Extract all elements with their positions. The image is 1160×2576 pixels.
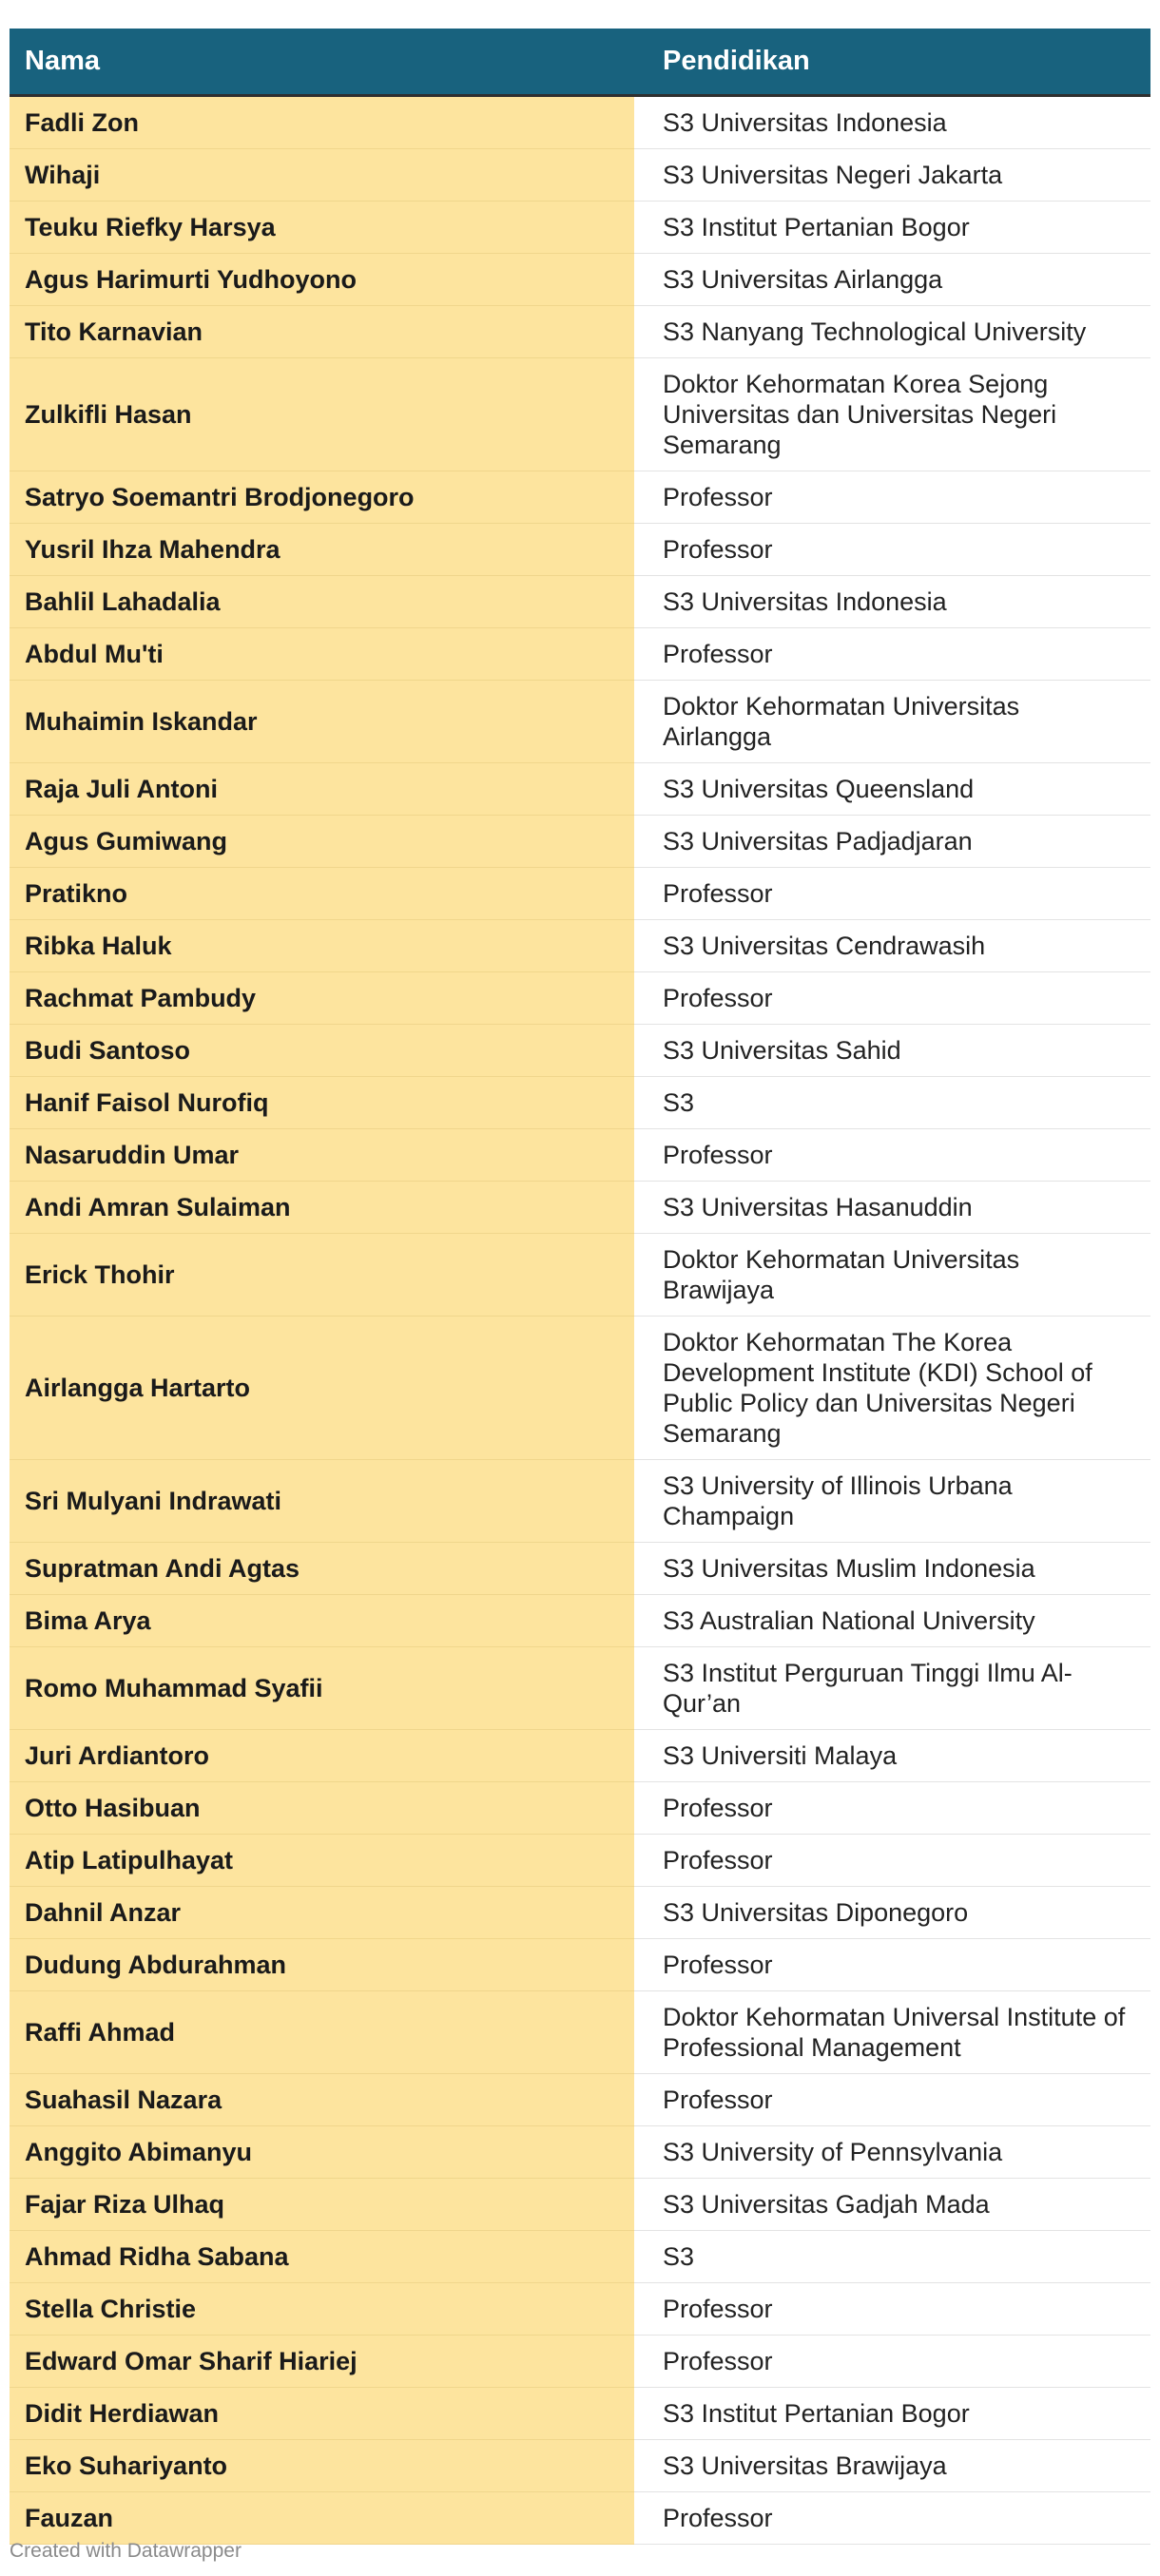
table-row — [10, 1835, 1150, 1887]
education-cell: S3 Universitas Airlangga — [634, 254, 1150, 306]
table-header — [10, 29, 1150, 96]
name-cell: Raffi Ahmad — [10, 1991, 634, 2074]
name-cell: Raja Juli Antoni — [10, 763, 634, 816]
header-row — [10, 29, 1150, 96]
education-cell: Professor — [634, 524, 1150, 576]
credit-text: Created with Datawrapper — [10, 2540, 242, 2562]
name-cell: Bahlil Lahadalia — [10, 576, 634, 628]
name-cell: Bima Arya — [10, 1595, 634, 1647]
name-cell: Erick Thohir — [10, 1234, 634, 1317]
education-cell: Doktor Kehormatan Universitas Airlangga — [634, 681, 1150, 763]
table-row — [10, 1782, 1150, 1835]
education-cell: Professor — [634, 972, 1150, 1025]
education-cell: S3 Universitas Muslim Indonesia — [634, 1543, 1150, 1595]
education-cell: S3 Universitas Diponegoro — [634, 1887, 1150, 1939]
education-cell: S3 Universitas Padjadjaran — [634, 816, 1150, 868]
education-cell: Professor — [634, 628, 1150, 681]
table-row — [10, 2126, 1150, 2179]
table-row — [10, 1317, 1150, 1460]
name-cell: Teuku Riefky Harsya — [10, 202, 634, 254]
table-row — [10, 202, 1150, 254]
table-row — [10, 763, 1150, 816]
table-row — [10, 1129, 1150, 1182]
education-cell: S3 Universitas Indonesia — [634, 96, 1150, 149]
education-cell: S3 Universiti Malaya — [634, 1730, 1150, 1782]
education-cell: S3 Universitas Queensland — [634, 763, 1150, 816]
name-cell: Edward Omar Sharif Hiariej — [10, 2336, 634, 2388]
table-row — [10, 2440, 1150, 2492]
table-row — [10, 2074, 1150, 2126]
name-cell: Ribka Haluk — [10, 920, 634, 972]
name-cell: Eko Suhariyanto — [10, 2440, 634, 2492]
table-row — [10, 628, 1150, 681]
education-cell: S3 — [634, 2231, 1150, 2283]
name-cell: Yusril Ihza Mahendra — [10, 524, 634, 576]
table-row — [10, 868, 1150, 920]
education-cell: Professor — [634, 1835, 1150, 1887]
education-cell: Professor — [634, 1782, 1150, 1835]
name-cell: Ahmad Ridha Sabana — [10, 2231, 634, 2283]
education-cell: Doktor Kehormatan The Korea Development Institute (KDI) School of Public Policy dan Universitas Negeri Semarang — [634, 1317, 1150, 1460]
education-cell: S3 Institut Pertanian Bogor — [634, 202, 1150, 254]
education-cell: Professor — [634, 868, 1150, 920]
name-cell: Tito Karnavian — [10, 306, 634, 358]
table — [10, 29, 1150, 2545]
table-row — [10, 2231, 1150, 2283]
table-row — [10, 920, 1150, 972]
column-header-nama[interactable]: Nama — [10, 29, 634, 96]
education-cell: S3 Universitas Cendrawasih — [634, 920, 1150, 972]
name-cell: Otto Hasibuan — [10, 1782, 634, 1835]
table-row — [10, 1543, 1150, 1595]
table-row — [10, 576, 1150, 628]
name-cell: Atip Latipulhayat — [10, 1835, 634, 1887]
education-cell: S3 Universitas Negeri Jakarta — [634, 149, 1150, 202]
education-cell: Doktor Kehormatan Universitas Brawijaya — [634, 1234, 1150, 1317]
name-cell: Stella Christie — [10, 2283, 634, 2336]
name-cell: Juri Ardiantoro — [10, 1730, 634, 1782]
table-row — [10, 358, 1150, 471]
name-cell: Romo Muhammad Syafii — [10, 1647, 634, 1730]
name-cell: Dahnil Anzar — [10, 1887, 634, 1939]
education-cell: Professor — [634, 2492, 1150, 2545]
table-row — [10, 524, 1150, 576]
education-cell: S3 Universitas Indonesia — [634, 576, 1150, 628]
education-table — [10, 29, 1150, 2545]
education-cell: Professor — [634, 471, 1150, 524]
education-cell: S3 Nanyang Technological University — [634, 306, 1150, 358]
education-cell: S3 Australian National University — [634, 1595, 1150, 1647]
table-row — [10, 1234, 1150, 1317]
education-cell: S3 University of Pennsylvania — [634, 2126, 1150, 2179]
education-cell: S3 Universitas Brawijaya — [634, 2440, 1150, 2492]
table-row — [10, 254, 1150, 306]
name-cell: Muhaimin Iskandar — [10, 681, 634, 763]
name-cell: Agus Gumiwang — [10, 816, 634, 868]
education-cell: S3 — [634, 1077, 1150, 1129]
table-row — [10, 2179, 1150, 2231]
name-cell: Suahasil Nazara — [10, 2074, 634, 2126]
table-body — [10, 96, 1150, 2545]
table-row — [10, 1460, 1150, 1543]
table-row — [10, 2388, 1150, 2440]
name-cell: Wihaji — [10, 149, 634, 202]
name-cell: Abdul Mu'ti — [10, 628, 634, 681]
name-cell: Rachmat Pambudy — [10, 972, 634, 1025]
education-cell: S3 Universitas Gadjah Mada — [634, 2179, 1150, 2231]
name-cell: Agus Harimurti Yudhoyono — [10, 254, 634, 306]
education-cell: Professor — [634, 1129, 1150, 1182]
name-cell: Fadli Zon — [10, 96, 634, 149]
table-row — [10, 2336, 1150, 2388]
education-cell: S3 Institut Perguruan Tinggi Ilmu Al-Qur’an — [634, 1647, 1150, 1730]
name-cell: Hanif Faisol Nurofiq — [10, 1077, 634, 1129]
table-row — [10, 96, 1150, 149]
name-cell: Budi Santoso — [10, 1025, 634, 1077]
table-row — [10, 1595, 1150, 1647]
education-cell: Professor — [634, 1939, 1150, 1991]
education-cell: S3 Institut Pertanian Bogor — [634, 2388, 1150, 2440]
name-cell: Anggito Abimanyu — [10, 2126, 634, 2179]
name-cell: Fajar Riza Ulhaq — [10, 2179, 634, 2231]
education-cell: Professor — [634, 2336, 1150, 2388]
table-row — [10, 149, 1150, 202]
education-cell: S3 Universitas Hasanuddin — [634, 1182, 1150, 1234]
name-cell: Dudung Abdurahman — [10, 1939, 634, 1991]
name-cell: Andi Amran Sulaiman — [10, 1182, 634, 1234]
table-row — [10, 1939, 1150, 1991]
table-row — [10, 471, 1150, 524]
table-row — [10, 2492, 1150, 2545]
education-cell: S3 Universitas Sahid — [634, 1025, 1150, 1077]
name-cell: Fauzan — [10, 2492, 634, 2545]
name-cell: Zulkifli Hasan — [10, 358, 634, 471]
table-row — [10, 2283, 1150, 2336]
education-cell: S3 University of Illinois Urbana Champaign — [634, 1460, 1150, 1543]
name-cell: Nasaruddin Umar — [10, 1129, 634, 1182]
table-row — [10, 1077, 1150, 1129]
name-cell: Supratman Andi Agtas — [10, 1543, 634, 1595]
name-cell: Satryo Soemantri Brodjonegoro — [10, 471, 634, 524]
column-header-pendidikan[interactable]: Pendidikan — [634, 29, 1150, 96]
education-cell: Professor — [634, 2074, 1150, 2126]
table-row — [10, 816, 1150, 868]
education-cell: Doktor Kehormatan Universal Institute of Professional Management — [634, 1991, 1150, 2074]
name-cell: Airlangga Hartarto — [10, 1317, 634, 1460]
table-row — [10, 681, 1150, 763]
table-row — [10, 1647, 1150, 1730]
education-cell: Professor — [634, 2283, 1150, 2336]
education-cell: Doktor Kehormatan Korea Sejong Universitas dan Universitas Negeri Semarang — [634, 358, 1150, 471]
name-cell: Pratikno — [10, 868, 634, 920]
table-row — [10, 1887, 1150, 1939]
name-cell: Didit Herdiawan — [10, 2388, 634, 2440]
table-row — [10, 1182, 1150, 1234]
table-row — [10, 1991, 1150, 2074]
table-row — [10, 1730, 1150, 1782]
name-cell: Sri Mulyani Indrawati — [10, 1460, 634, 1543]
table-row — [10, 306, 1150, 358]
table-row — [10, 972, 1150, 1025]
table-row — [10, 1025, 1150, 1077]
